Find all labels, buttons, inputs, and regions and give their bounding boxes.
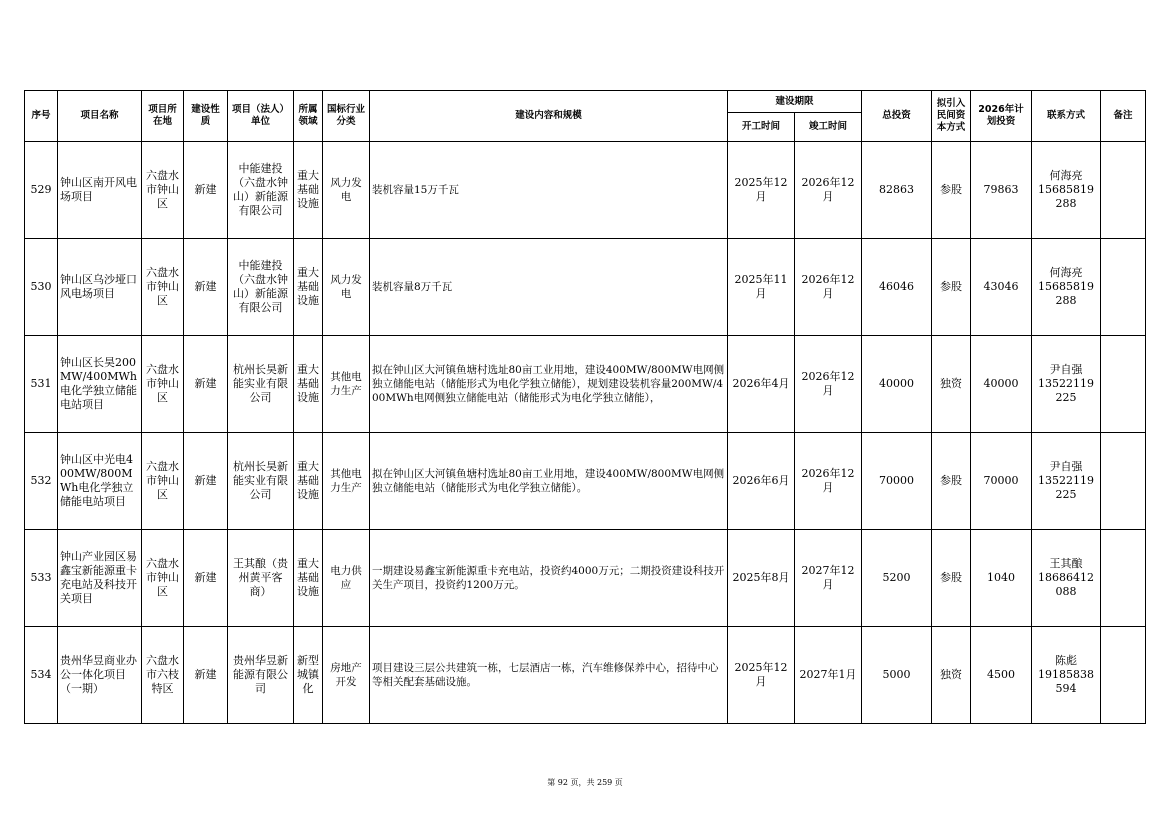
header-seq: 序号 xyxy=(25,91,58,142)
row-remark xyxy=(1101,627,1146,724)
row-end: 2026年12月 xyxy=(795,239,862,336)
row-nature: 新建 xyxy=(184,627,228,724)
contact-name: 尹自强 xyxy=(1049,363,1083,376)
row-end: 2027年12月 xyxy=(795,530,862,627)
row-plan: 1040 xyxy=(971,530,1032,627)
row-unit: 贵州华昱新能源有限公司 xyxy=(228,627,294,724)
row-field: 重大基础设施 xyxy=(294,239,323,336)
table-row xyxy=(25,627,1146,724)
row-remark xyxy=(1101,142,1146,239)
row-start: 2026年6月 xyxy=(728,433,795,530)
row-capital: 参股 xyxy=(932,142,971,239)
row-contact xyxy=(1032,530,1101,627)
row-industry: 风力发电 xyxy=(323,239,370,336)
row-industry: 其他电力生产 xyxy=(323,336,370,433)
row-content: 装机容量15万千瓦 xyxy=(370,142,728,239)
row-contact xyxy=(1032,336,1101,433)
row-seq: 533 xyxy=(25,530,58,627)
row-total: 5200 xyxy=(862,530,932,627)
row-seq: 532 xyxy=(25,433,58,530)
table-row xyxy=(25,530,1146,627)
row-capital: 参股 xyxy=(932,433,971,530)
row-start: 2025年8月 xyxy=(728,530,795,627)
row-nature: 新建 xyxy=(184,336,228,433)
header-period: 建设期限 xyxy=(728,91,862,113)
row-field: 重大基础设施 xyxy=(294,142,323,239)
row-content: 装机容量8万千瓦 xyxy=(370,239,728,336)
project-table xyxy=(24,90,1146,724)
row-contact xyxy=(1032,239,1101,336)
row-end: 2026年12月 xyxy=(795,142,862,239)
table-row xyxy=(25,142,1146,239)
row-plan: 40000 xyxy=(971,336,1032,433)
contact-name: 王其酿 xyxy=(1049,557,1083,570)
row-location: 六盘水市钟山区 xyxy=(142,239,184,336)
row-total: 82863 xyxy=(862,142,932,239)
header-field: 所属领域 xyxy=(294,91,323,142)
row-industry: 其他电力生产 xyxy=(323,433,370,530)
row-location: 六盘水市钟山区 xyxy=(142,433,184,530)
row-start: 2025年11月 xyxy=(728,239,795,336)
row-remark xyxy=(1101,336,1146,433)
row-total: 40000 xyxy=(862,336,932,433)
header-contact: 联系方式 xyxy=(1032,91,1101,142)
row-seq: 531 xyxy=(25,336,58,433)
header-content: 建设内容和规模 xyxy=(370,91,728,142)
header-unit: 项目（法人）单位 xyxy=(228,91,294,142)
row-industry: 房地产开发 xyxy=(323,627,370,724)
row-location: 六盘水市钟山区 xyxy=(142,530,184,627)
row-plan: 79863 xyxy=(971,142,1032,239)
row-field: 重大基础设施 xyxy=(294,530,323,627)
row-contact xyxy=(1032,433,1101,530)
row-content: 项目建设三层公共建筑一栋，七层酒店一栋，汽车维修保养中心，招待中心等相关配套基础设施。 xyxy=(370,627,728,724)
row-location: 六盘水市六枝特区 xyxy=(142,627,184,724)
header-end: 竣工时间 xyxy=(795,113,862,142)
row-plan: 4500 xyxy=(971,627,1032,724)
row-name: 钟山区南开风电场项目 xyxy=(58,142,142,239)
row-contact xyxy=(1032,627,1101,724)
row-total: 5000 xyxy=(862,627,932,724)
row-remark xyxy=(1101,239,1146,336)
page-number: 第 92 页，共 259 页 xyxy=(547,778,623,787)
row-nature: 新建 xyxy=(184,530,228,627)
row-location: 六盘水市钟山区 xyxy=(142,336,184,433)
row-plan: 43046 xyxy=(971,239,1032,336)
row-content: 一期建设易鑫宝新能源重卡充电站，投资约4000万元；二期投资建设科技开关生产项目，投资约1200万元。 xyxy=(370,530,728,627)
row-start: 2025年12月 xyxy=(728,142,795,239)
row-field: 重大基础设施 xyxy=(294,433,323,530)
row-capital: 参股 xyxy=(932,530,971,627)
table-row xyxy=(25,433,1146,530)
row-end: 2027年1月 xyxy=(795,627,862,724)
contact-name: 尹自强 xyxy=(1049,460,1083,473)
contact-name: 何海亮 xyxy=(1049,169,1083,182)
header-plan: 2026年计划投资 xyxy=(971,91,1032,142)
header-start: 开工时间 xyxy=(728,113,795,142)
row-name: 钟山产业园区易鑫宝新能源重卡充电站及科技开关项目 xyxy=(58,530,142,627)
row-contact xyxy=(1032,142,1101,239)
header-location: 项目所在地 xyxy=(142,91,184,142)
row-start: 2026年4月 xyxy=(728,336,795,433)
row-unit: 中能建投（六盘水钟山）新能源有限公司 xyxy=(228,142,294,239)
header-remark: 备注 xyxy=(1101,91,1146,142)
row-content: 拟在钟山区大河镇鱼塘村选址80亩工业用地，建设400MW/800MW电网侧独立储能电站（储能形式为电化学独立储能）。 xyxy=(370,433,728,530)
contact-name: 陈彪 xyxy=(1055,654,1078,667)
row-unit: 中能建投（六盘水钟山）新能源有限公司 xyxy=(228,239,294,336)
row-field: 重大基础设施 xyxy=(294,336,323,433)
row-unit: 杭州长昊新能实业有限公司 xyxy=(228,336,294,433)
header-industry: 国标行业分类 xyxy=(323,91,370,142)
table-row xyxy=(25,239,1146,336)
row-name: 钟山区长昊200MW/400MWh电化学独立储能电站项目 xyxy=(58,336,142,433)
row-seq: 534 xyxy=(25,627,58,724)
row-remark xyxy=(1101,433,1146,530)
row-remark xyxy=(1101,530,1146,627)
row-capital: 参股 xyxy=(932,239,971,336)
header-nature: 建设性质 xyxy=(184,91,228,142)
contact-phone: 13522119225 xyxy=(1038,377,1095,404)
header-capital: 拟引入民间资本方式 xyxy=(932,91,971,142)
row-total: 46046 xyxy=(862,239,932,336)
row-end: 2026年12月 xyxy=(795,336,862,433)
contact-phone: 18686412088 xyxy=(1038,571,1095,598)
row-total: 70000 xyxy=(862,433,932,530)
row-name: 钟山区中光电400MW/800MWh电化学独立储能电站项目 xyxy=(58,433,142,530)
row-end: 2026年12月 xyxy=(795,433,862,530)
row-location: 六盘水市钟山区 xyxy=(142,142,184,239)
row-industry: 电力供应 xyxy=(323,530,370,627)
header-total: 总投资 xyxy=(862,91,932,142)
row-unit: 王其酿（贵州黄平客商） xyxy=(228,530,294,627)
contact-phone: 19185838594 xyxy=(1038,668,1095,695)
row-name: 贵州华昱商业办公一体化项目（一期） xyxy=(58,627,142,724)
row-field: 新型城镇化 xyxy=(294,627,323,724)
row-capital: 独资 xyxy=(932,336,971,433)
contact-phone: 15685819288 xyxy=(1038,183,1095,210)
row-plan: 70000 xyxy=(971,433,1032,530)
row-industry: 风力发电 xyxy=(323,142,370,239)
row-nature: 新建 xyxy=(184,239,228,336)
row-start: 2025年12月 xyxy=(728,627,795,724)
row-nature: 新建 xyxy=(184,142,228,239)
row-name: 钟山区乌沙垭口风电场项目 xyxy=(58,239,142,336)
table-row xyxy=(25,336,1146,433)
row-unit: 杭州长昊新能实业有限公司 xyxy=(228,433,294,530)
row-seq: 530 xyxy=(25,239,58,336)
row-content: 拟在钟山区大河镇鱼塘村选址80亩工业用地，建设400MW/800MW电网侧独立储能电站（储能形式为电化学独立储能），规划建设装机容量200MW/400MWh电网侧独立储能电站（储能形式为电化学独立储能）， xyxy=(370,336,728,433)
contact-phone: 13522119225 xyxy=(1038,474,1095,501)
row-nature: 新建 xyxy=(184,433,228,530)
row-capital: 独资 xyxy=(932,627,971,724)
header-name: 项目名称 xyxy=(58,91,142,142)
row-seq: 529 xyxy=(25,142,58,239)
contact-phone: 15685819288 xyxy=(1038,280,1095,307)
contact-name: 何海亮 xyxy=(1049,266,1083,279)
